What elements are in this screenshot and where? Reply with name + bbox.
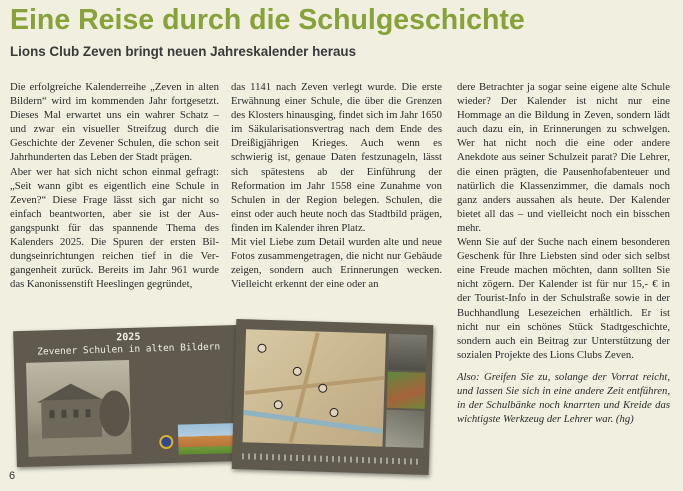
calendar-page-image: [232, 319, 434, 475]
map-road: [245, 376, 385, 395]
map-marker: [274, 400, 283, 409]
photo-window: [73, 409, 78, 417]
article-subheadline: Lions Club Zeven bringt neuen Jahreskalender heraus: [10, 44, 357, 59]
paragraph: Die erfolgreiche Kalenderreihe „Zeven in alten Bildern“ wird im kommenden Jahr fortgesetzt. Dieses Mal erwartet uns ein wahrer Schatz – und zwar ein visueller Streifzug durch die Geschichte der Zevener Schulen, die schon seit Jahrhunderten das Leben der Stadt prägen.: [10, 81, 219, 164]
text-column-3: [457, 80, 670, 426]
calendar-days-grid: [242, 453, 422, 465]
paragraph: Aber wer hat sich nicht schon einmal gefragt: „Seit wann gibt es eigentlich eine Schule in Zeven?“ Diese Frage lässt sich gar nicht so einfach beantworten, aber sie ist der Ausgangspunkt für das spannende Thema des Kalenders 2025. Die Spuren der ersten Bildungseinrichtungen reichen tief in die Vergangenheit zurück. Bereits im Jahr 961 wurde das Kanonissenstift Heeslingen gegründet,: [10, 165, 219, 291]
article-headline: Eine Reise durch die Schulgeschichte: [10, 4, 525, 36]
map-marker: [257, 344, 266, 353]
map-river: [244, 410, 383, 434]
historic-map-image: [243, 329, 386, 446]
aerial-photo: [387, 372, 426, 409]
modern-school-photo: [178, 423, 236, 455]
map-marker: [293, 367, 302, 376]
text-column-1: [10, 80, 219, 291]
map-marker: [329, 408, 338, 417]
photo-ground: [28, 436, 131, 457]
paragraph: dere Betrachter ja sogar seine eigene alte Schule wieder? Der Kalender ist nicht nur eine Hommage an die Bildung in Zeven, sondern lädt auch dazu ein, in Erinnerungen zu schwelgen. Wer hat nicht noch die eine oder andere Anekdote aus seiner Schulzeit parat? Die Lehrer, die einen prägten, die Pausenhofabenteuer und natürlich die Klassenzimmer, die damals noch ganz anders aussahen als heute. Der Kalender bietet all das – und vielleicht noch ein bisschen mehr.: [457, 81, 670, 234]
lions-club-logo-icon: [159, 435, 173, 449]
photo-building: [41, 399, 102, 441]
calendar-year: 2025: [116, 331, 141, 344]
aerial-photo: [388, 334, 427, 371]
old-school-photo: [26, 360, 132, 457]
photo-window: [49, 410, 54, 418]
photo-tree: [99, 390, 130, 437]
photo-window: [61, 410, 66, 418]
photo-window: [85, 409, 90, 417]
paragraph: Wenn Sie auf der Suche nach einem besonderen Geschenk für Ihre Liebsten sind oder sich selbst eine Freude machen möchten, dann sollten Sie nicht zögern. Der Kalender ist für nur 15,- € in der Tourist-Info in der Schulstraße sowie in der Buchhandlung Lesezeichen erhältlich. Er ist nicht nur ein schönes Stück Stadtgeschichte, sondern auch ein Beitrag zur Unterstützung der sozialen Projekte des Lions Clubs Zeven.: [457, 236, 670, 361]
calendar-title: Zevener Schulen in alten Bildern: [37, 341, 221, 358]
closing-note: Also: Greifen Sie zu, solange der Vorrat reicht, und lassen Sie sich in eine andere Zeit entführen, in der Schulbänke noch knarrten und Kreide das wichtigste Werkzeug der Lehrer war. (hg): [457, 370, 670, 426]
paragraph: Mit viel Liebe zum Detail wurden alte und neue Fotos zusammengetragen, die nicht nur Gebäude zeigen, sondern auch Erinnerungen wecken. Vielleicht erkennt der eine oder an: [231, 236, 442, 291]
text-column-2: [231, 80, 442, 291]
calendar-cover-image: [13, 325, 247, 467]
aerial-photo: [385, 410, 424, 448]
paragraph: das 1141 nach Zeven verlegt wurde. Die erste Erwähnung einer Schule, die über die Grenzen des Klosters hinausging, findet sich im Jahr 1650 im Säkularisationsvertrag nach dem Ende des Dreißigjährigen Krieges. Auch wenn es schwierig ist, genaue Daten festzunageln, lässt sich spätestens ab der Einführung der Reformation im Jahr 1558 eine Zunahme von Schulen in der Region belegen. Schulen, die einst oder auch heute noch das Stadtbild prägen, finden im Kalender ihren Platz.: [231, 81, 442, 234]
page-number: 6: [9, 470, 16, 482]
map-marker: [318, 384, 327, 393]
